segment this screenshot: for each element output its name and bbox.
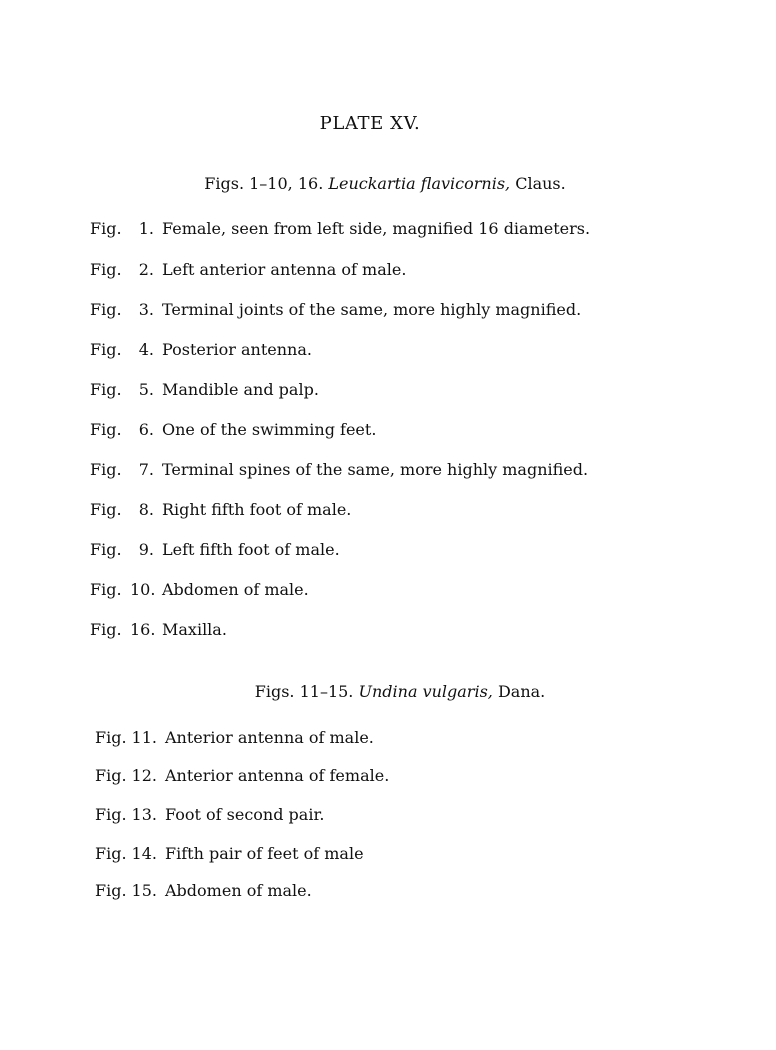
figure-entry	[90, 420, 376, 439]
figure-number: 11.	[131, 728, 157, 747]
figure-description: Female, seen from left side, magnified 16 diameters.	[162, 219, 591, 238]
figure-number: 13.	[131, 805, 157, 824]
figure-label: Fig.	[90, 260, 122, 279]
figure-number: 4.	[138, 340, 154, 359]
figure-description: Posterior antenna.	[162, 340, 312, 359]
figure-description: Anterior antenna of female.	[165, 766, 390, 785]
figure-number: 9.	[138, 540, 154, 559]
figure-entry	[90, 260, 406, 279]
figure-number: 1.	[138, 219, 154, 238]
figure-description: Mandible and palp.	[162, 380, 319, 399]
plate-title: PLATE XV.	[319, 113, 421, 134]
figure-description: One of the swimming feet.	[162, 420, 377, 439]
figure-range: Figs. 11–15.	[254, 682, 354, 701]
figure-entry	[90, 380, 319, 399]
figure-entry	[90, 540, 340, 559]
figure-label: Fig.	[90, 580, 122, 599]
figure-number: 8.	[138, 500, 154, 519]
figure-description: Abdomen of male.	[162, 580, 309, 599]
figure-number: 7.	[138, 460, 154, 479]
figure-entry	[95, 766, 389, 785]
figure-entry	[95, 728, 374, 747]
figure-number: 12.	[131, 766, 157, 785]
figure-label: Fig.	[90, 219, 122, 238]
species-name: Leuckartia flavicornis,	[328, 174, 511, 193]
species-author: Dana.	[497, 682, 546, 701]
figure-description: Maxilla.	[162, 620, 227, 639]
figure-number: 6.	[138, 420, 154, 439]
figure-description: Abdomen of male.	[165, 881, 312, 900]
figure-label: Fig.	[95, 844, 127, 863]
figure-entry	[90, 500, 351, 519]
figure-description: Fifth pair of feet of male	[165, 844, 364, 863]
figure-range: Figs. 1–10, 16.	[204, 174, 324, 193]
figure-label: Fig.	[90, 540, 122, 559]
figure-entry	[90, 340, 312, 359]
figure-number: 16.	[130, 620, 156, 639]
figure-label: Fig.	[90, 380, 122, 399]
figure-label: Fig.	[95, 728, 127, 747]
species-name: Undina vulgaris,	[358, 682, 493, 701]
figure-label: Fig.	[90, 460, 122, 479]
figure-entry	[90, 580, 309, 599]
figure-entry	[95, 881, 312, 900]
figure-entry	[95, 805, 324, 824]
species-author: Claus.	[515, 174, 566, 193]
figure-number: 10.	[130, 580, 156, 599]
figure-label: Fig.	[95, 805, 127, 824]
figure-entry	[90, 219, 590, 238]
figure-description: Terminal spines of the same, more highly magnified.	[162, 460, 589, 479]
figure-entry	[95, 844, 364, 863]
figure-label: Fig.	[95, 881, 127, 900]
figure-number: 15.	[131, 881, 157, 900]
figure-number: 3.	[138, 300, 154, 319]
figure-description: Left fifth foot of male.	[162, 540, 340, 559]
figure-label: Fig.	[90, 300, 122, 319]
figure-label: Fig.	[95, 766, 127, 785]
figure-label: Fig.	[90, 620, 122, 639]
figure-number: 14.	[131, 844, 157, 863]
figure-number: 2.	[138, 260, 154, 279]
figure-description: Terminal joints of the same, more highly magnified.	[162, 300, 582, 319]
figure-entry	[90, 620, 227, 639]
figure-description: Anterior antenna of male.	[165, 728, 374, 747]
section-heading	[0, 174, 740, 193]
figure-description: Foot of second pair.	[165, 805, 325, 824]
figure-entry	[90, 300, 581, 319]
section-heading	[0, 682, 740, 701]
figure-label: Fig.	[90, 340, 122, 359]
figure-label: Fig.	[90, 420, 122, 439]
figure-label: Fig.	[90, 500, 122, 519]
figure-description: Left anterior antenna of male.	[162, 260, 407, 279]
figure-description: Right fifth foot of male.	[162, 500, 352, 519]
figure-number: 5.	[138, 380, 154, 399]
figure-entry	[90, 460, 588, 479]
